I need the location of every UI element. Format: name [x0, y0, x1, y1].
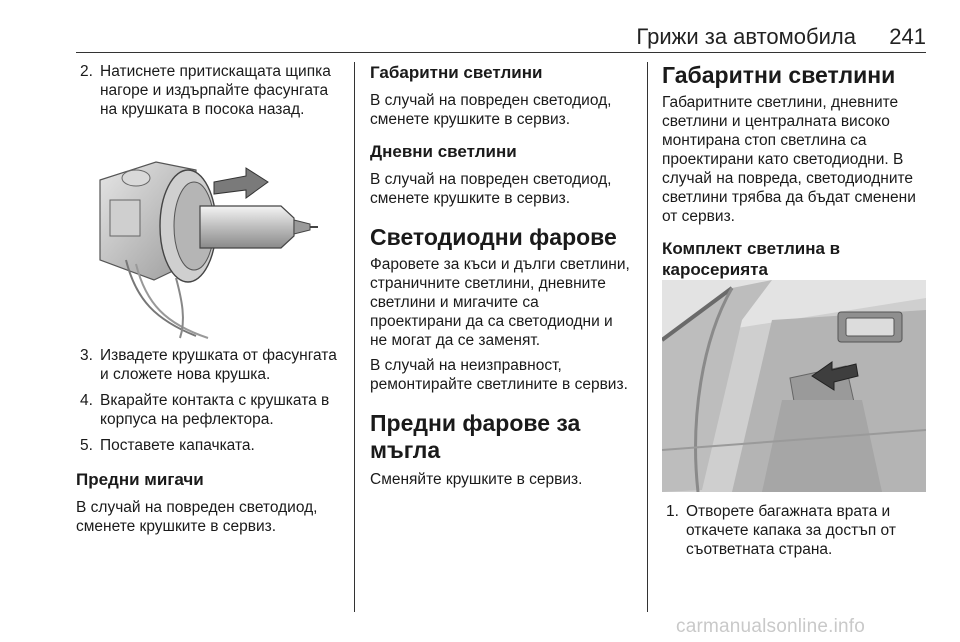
trunk-illustration — [662, 280, 926, 492]
step-text: Извадете крушката от фасунгата и сложете нова крушка. — [100, 347, 337, 383]
step-5 — [76, 436, 344, 455]
heading-sidelights: Габаритни светлини — [370, 63, 543, 82]
step-number: 4. — [80, 392, 93, 409]
paragraph-daytime-lights: В случай на повреден светодиод, сменете крушките в сервиз. — [370, 171, 612, 207]
column-3 — [662, 62, 926, 558]
page-number: 241 — [889, 24, 926, 49]
watermark: carmanualsonline.info — [676, 616, 866, 637]
column-1 — [76, 62, 344, 535]
heading-front-turn-signals: Предни мигачи — [76, 470, 204, 489]
heading-front-fog-lights: Предни фарове за мъгла — [370, 410, 581, 463]
column-2 — [370, 62, 630, 489]
step-text: Вкарайте контакта с крушката в корпуса на рефлектора. — [100, 392, 330, 428]
step-text: Поставете капачката. — [100, 437, 255, 454]
heading-daytime-lights: Дневни светлини — [370, 142, 517, 161]
step-number: 5. — [80, 437, 93, 454]
step-text: Отворете багажната врата и откачете капака за достъп от съответната страна. — [686, 503, 896, 558]
step-number: 2. — [80, 63, 93, 80]
step-1 — [662, 502, 950, 559]
chapter-title: Грижи за автомобила — [636, 24, 856, 49]
step-2 — [76, 62, 344, 119]
paragraph-front-fog-lights: Сменяйте крушките в сервиз. — [370, 471, 583, 488]
page-header — [76, 0, 926, 53]
paragraph-led-headlights: Фаровете за къси и дълги светлини, страничните светлини, дневните светлини и мигачите са проектирани да са светодиодни и не могат да се заменят. — [370, 256, 630, 349]
step-text: Натиснете притискащата щипка нагоре и издърпайте фасунгата на крушката в посока назад. — [100, 63, 331, 118]
step-number: 3. — [80, 347, 93, 364]
bulb-holder-drawing — [96, 140, 342, 340]
heading-led-headlights: Светодиодни фарове — [370, 224, 617, 250]
column-divider — [647, 62, 648, 612]
paragraph-tail-lights: Габаритните светлини, дневните светлини и централната високо монтирана стоп светлина са проектирани като светодиодни. В случай на повреда, светодиодните светлини трябва да бъдат сменени от сервиз. — [662, 94, 916, 225]
step-4 — [76, 391, 344, 429]
step-number: 1. — [666, 503, 679, 520]
paragraph-sidelights: В случай на повреден светодиод, сменете крушките в сервиз. — [370, 92, 612, 128]
paragraph-led-malfunction: В случай на неизправност, ремонтирайте светлините в сервиз. — [370, 357, 628, 393]
heading-body-lights: Комплект светлина в каросерията — [662, 239, 841, 279]
paragraph-front-turn-signals: В случай на повреден светодиод, сменете крушките в сервиз. — [76, 499, 318, 535]
trunk-drawing — [662, 280, 926, 492]
heading-tail-lights: Габаритни светлини — [662, 62, 896, 88]
column-divider — [354, 62, 355, 612]
step-3 — [76, 346, 344, 384]
bulb-holder-illustration — [96, 140, 342, 340]
